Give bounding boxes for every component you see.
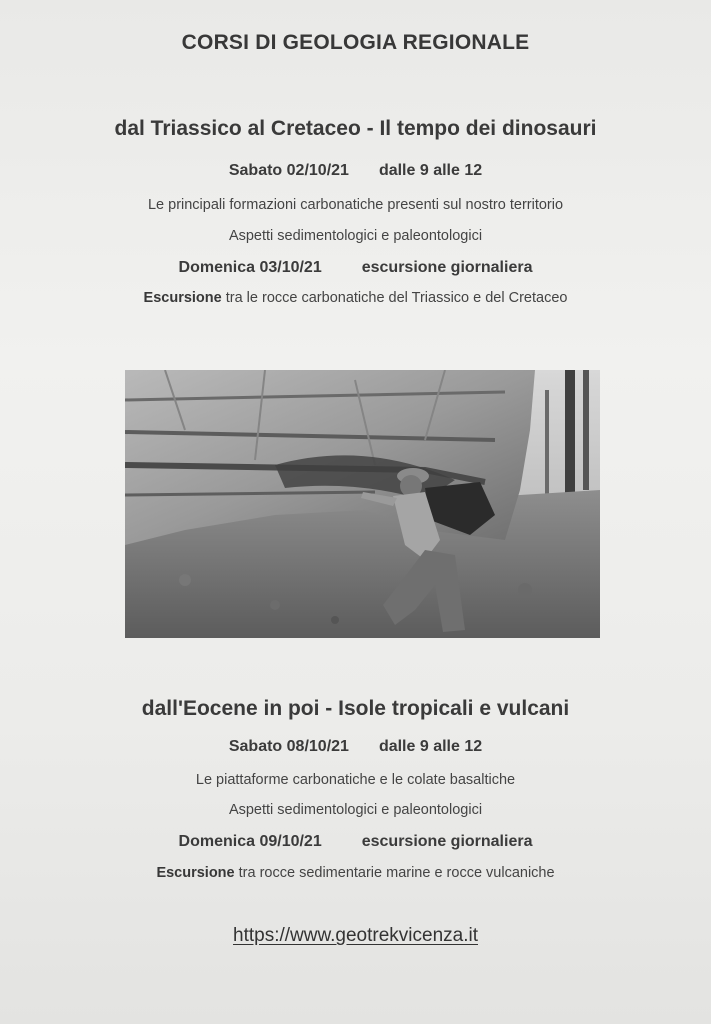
course1-session1-time: dalle 9 alle 12 [378, 162, 483, 179]
photo-illustration [125, 370, 600, 638]
course2-session1-date: Sabato 08/10/21 [228, 738, 349, 755]
course2-session2 [0, 833, 711, 851]
course1-excursion [0, 290, 711, 306]
course2-session2-date: Domenica 09/10/21 [178, 833, 322, 850]
course1-topic2: Aspetti sedimentologici e paleontologici [228, 228, 483, 244]
course2-excursion-label: Escursione [156, 865, 235, 881]
course2-excursion-text: tra rocce sedimentarie marine e rocce vulcaniche [238, 865, 555, 881]
course2-title: dall'Eocene in poi - Isole tropicali e vulcani [141, 697, 570, 720]
course2-session1 [0, 738, 711, 756]
website-url[interactable]: https://www.geotrekvicenza.it [233, 925, 478, 946]
course2-excursion [0, 865, 711, 881]
course2-topic2: Aspetti sedimentologici e paleontologici [228, 802, 483, 818]
website-link[interactable] [0, 925, 711, 947]
course1-topic1: Le principali formazioni carbonatiche presenti sul nostro territorio [147, 197, 564, 213]
course1-excursion-label: Escursione [143, 290, 222, 306]
course1-session2-date: Domenica 03/10/21 [178, 259, 322, 276]
course2-session2-type: escursione giornaliera [361, 833, 533, 850]
hiker-rock-photo [125, 370, 600, 638]
course2-topic1: Le piattaforme carbonatiche e le colate basaltiche [195, 772, 516, 788]
course2-session1-time: dalle 9 alle 12 [378, 738, 483, 755]
course1-excursion-text: tra le rocce carbonatiche del Triassico e del Cretaceo [225, 290, 568, 306]
course1-session1 [0, 162, 711, 180]
course1-session2-type: escursione giornaliera [361, 259, 533, 276]
course1-session2 [0, 259, 711, 277]
course1-session1-date: Sabato 02/10/21 [228, 162, 349, 179]
course1-title: dal Triassico al Cretaceo - Il tempo dei dinosauri [114, 117, 597, 140]
page-title: CORSI DI GEOLOGIA REGIONALE [181, 31, 530, 54]
